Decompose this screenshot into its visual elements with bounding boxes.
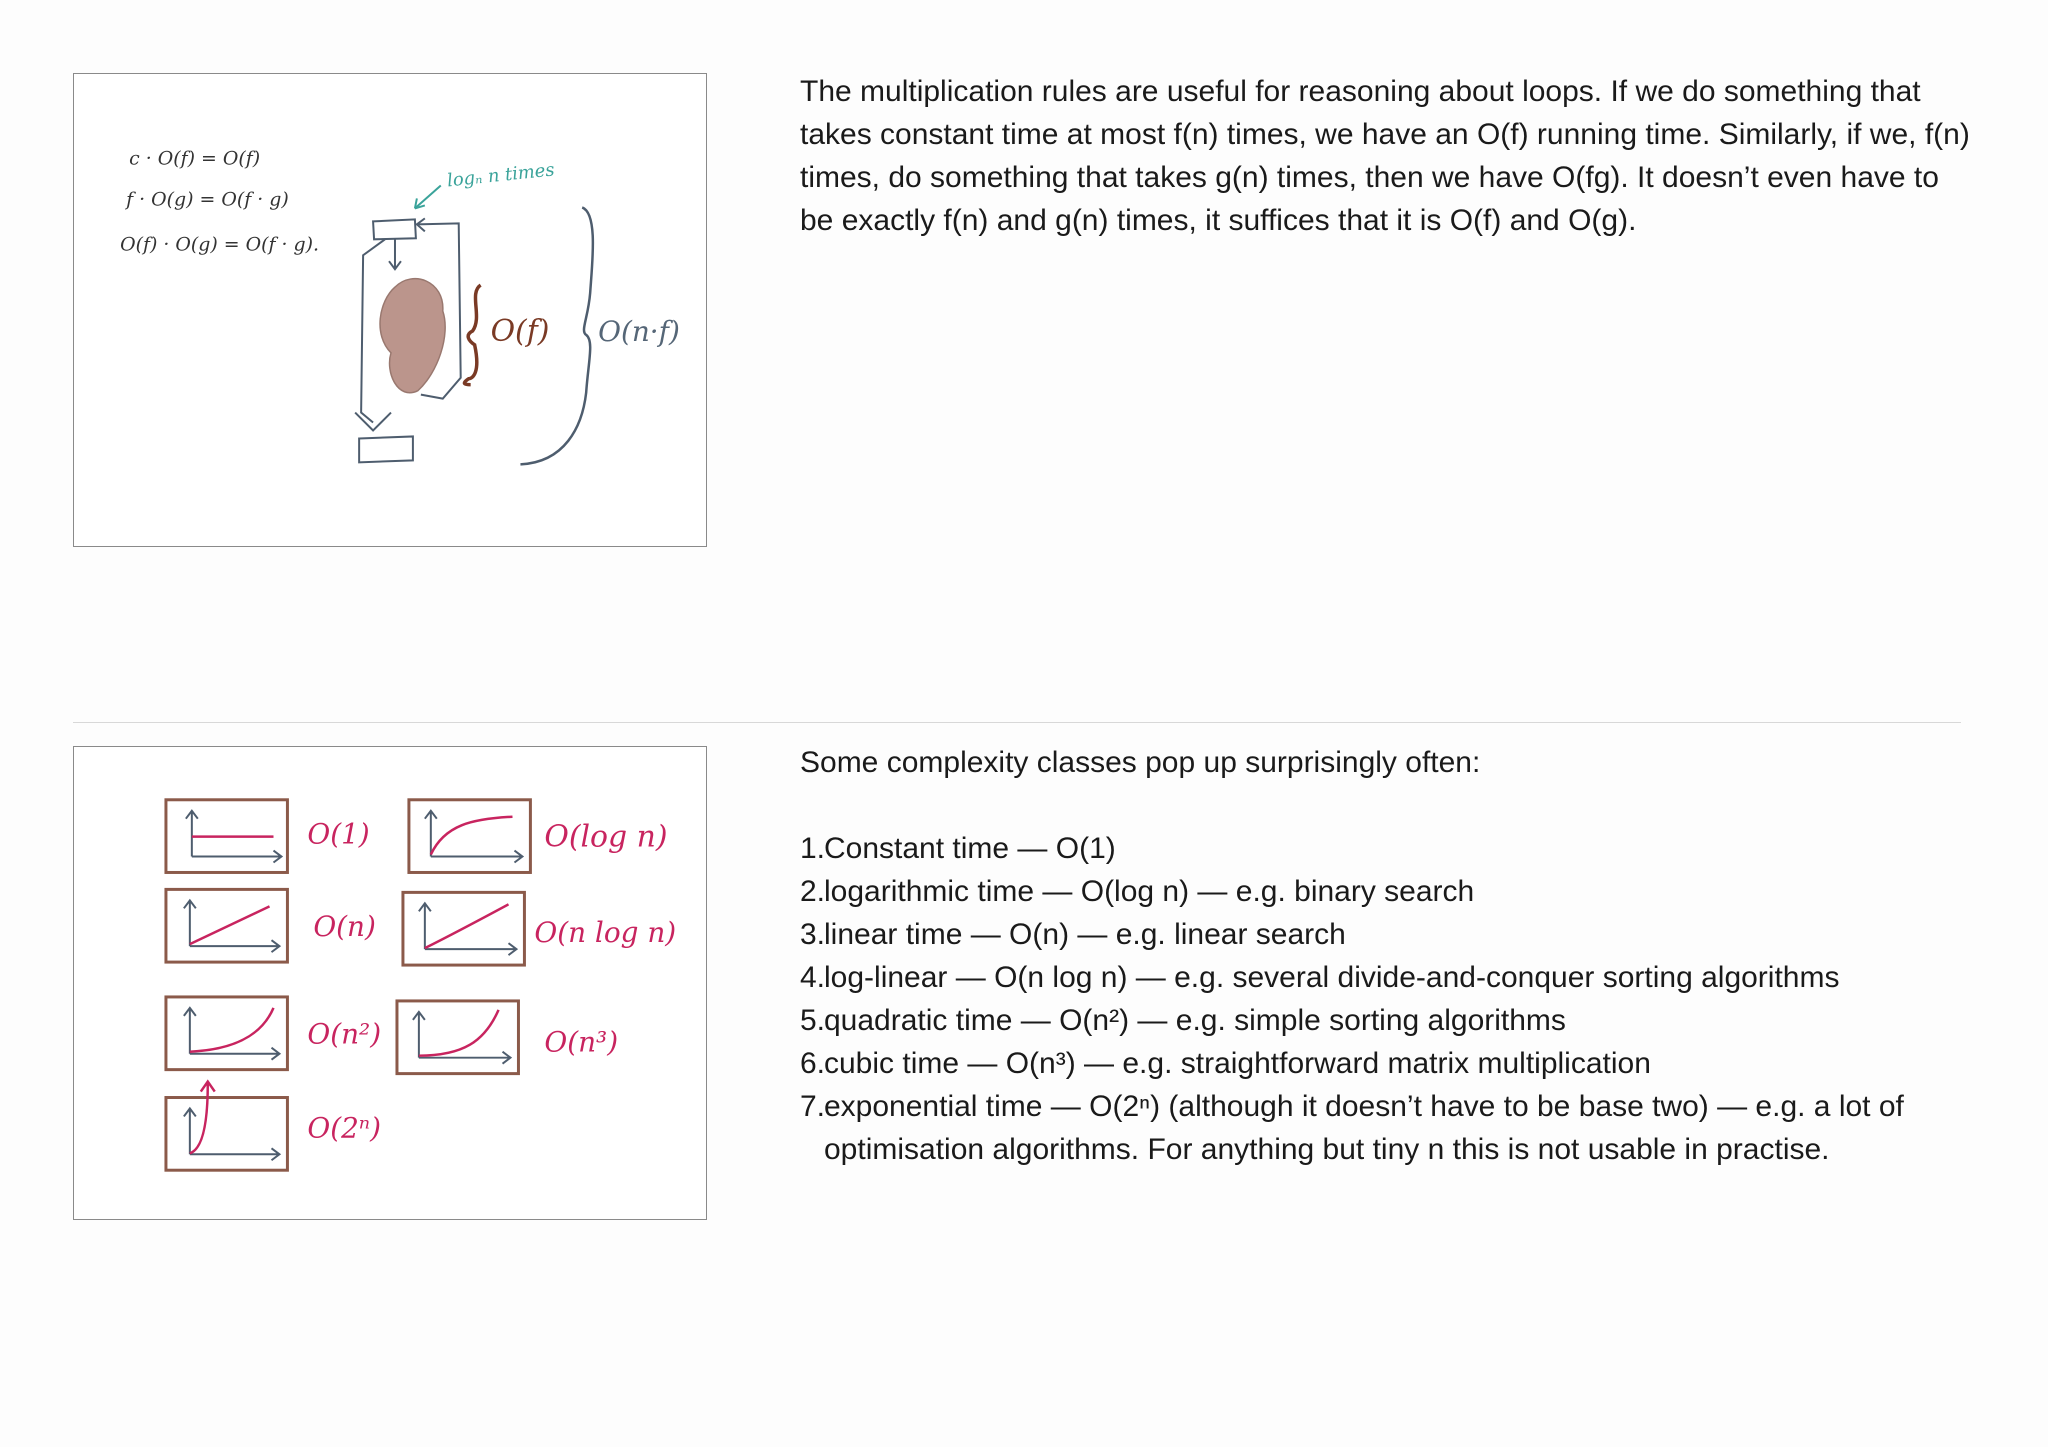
sketch-cubic: [397, 1001, 618, 1074]
sketch-log-linear: [403, 892, 676, 965]
complexity-list: [800, 827, 1980, 1171]
loop-diagram: [74, 74, 706, 546]
list-item: 2. logarithmic time — O(log n) — e.g. binary search: [800, 875, 1475, 908]
annotation-arrow: [415, 186, 441, 209]
list-item: 6. cubic time — O(n³) — e.g. straightforward matrix multiplication: [800, 1047, 1651, 1080]
sketch-constant: [166, 800, 370, 873]
sketch-quadratic: [166, 997, 381, 1070]
label-o2n: O(2ⁿ): [307, 1111, 381, 1145]
label-on3: O(n³): [544, 1025, 619, 1059]
down-arrow: [389, 239, 401, 269]
inner-brace: [464, 285, 480, 385]
label-onlogn: O(n log n): [534, 916, 677, 950]
inner-label: O(f): [490, 313, 550, 349]
label-on2: O(n²): [307, 1017, 382, 1051]
list-item: 1. Constant time — O(1): [800, 832, 1116, 865]
loop-header-box: [373, 219, 416, 239]
label-ologn: O(log n): [544, 819, 668, 855]
rule-constant: c · O(f) = O(f): [129, 147, 261, 170]
rule-function: f · O(g) = O(f · g): [126, 188, 289, 211]
label-o1: O(1): [307, 817, 370, 851]
slide-thumbnail-loops: [73, 73, 707, 547]
list-item: 7. exponential time — O(2ⁿ) (although it doesn’t have to be base two) — e.g. a lot of optimisation algorithms. For anything but tiny n this is not usable in practise.: [800, 1090, 1904, 1166]
list-item: 4. log-linear — O(n log n) — e.g. several divide-and-conquer sorting algorithms: [800, 961, 1840, 994]
notes-complexity-classes: [800, 741, 1980, 1171]
notes-loops-text: The multiplication rules are useful for reasoning about loops. If we do something that takes constant time at most f(n) times, we have an O(f) running time. Similarly, if we, f(n) times, do something that takes g(n) times, then we have O(fg). It doesn’t even have to be exactly f(n) and g(n) times, it suffices that it is O(f) and O(g).: [800, 75, 1970, 237]
sketch-logarithmic: [409, 800, 668, 873]
rule-product: O(f) · O(g) = O(f · g).: [120, 233, 320, 256]
list-item: 3. linear time — O(n) — e.g. linear search: [800, 918, 1346, 951]
sketch-exponential: [166, 1082, 381, 1171]
blank-line: [800, 784, 1980, 827]
outer-label: O(n·f): [598, 314, 680, 348]
sketch-linear: [166, 889, 376, 962]
slide-thumbnail-complexity-classes: [73, 746, 707, 1220]
complexity-sketches: [74, 747, 706, 1219]
list-item: 5. quadratic time — O(n²) — e.g. simple sorting algorithms: [800, 1004, 1566, 1037]
section-divider: [73, 722, 1961, 723]
loop-body-blob: [380, 279, 445, 393]
notes-loops: [800, 70, 1980, 242]
label-on: O(n): [313, 910, 376, 944]
notes-intro: Some complexity classes pop up surprisingly often:: [800, 746, 1481, 779]
loop-annotation: logₙ n times: [446, 159, 556, 192]
loop-exit-box: [359, 436, 413, 462]
